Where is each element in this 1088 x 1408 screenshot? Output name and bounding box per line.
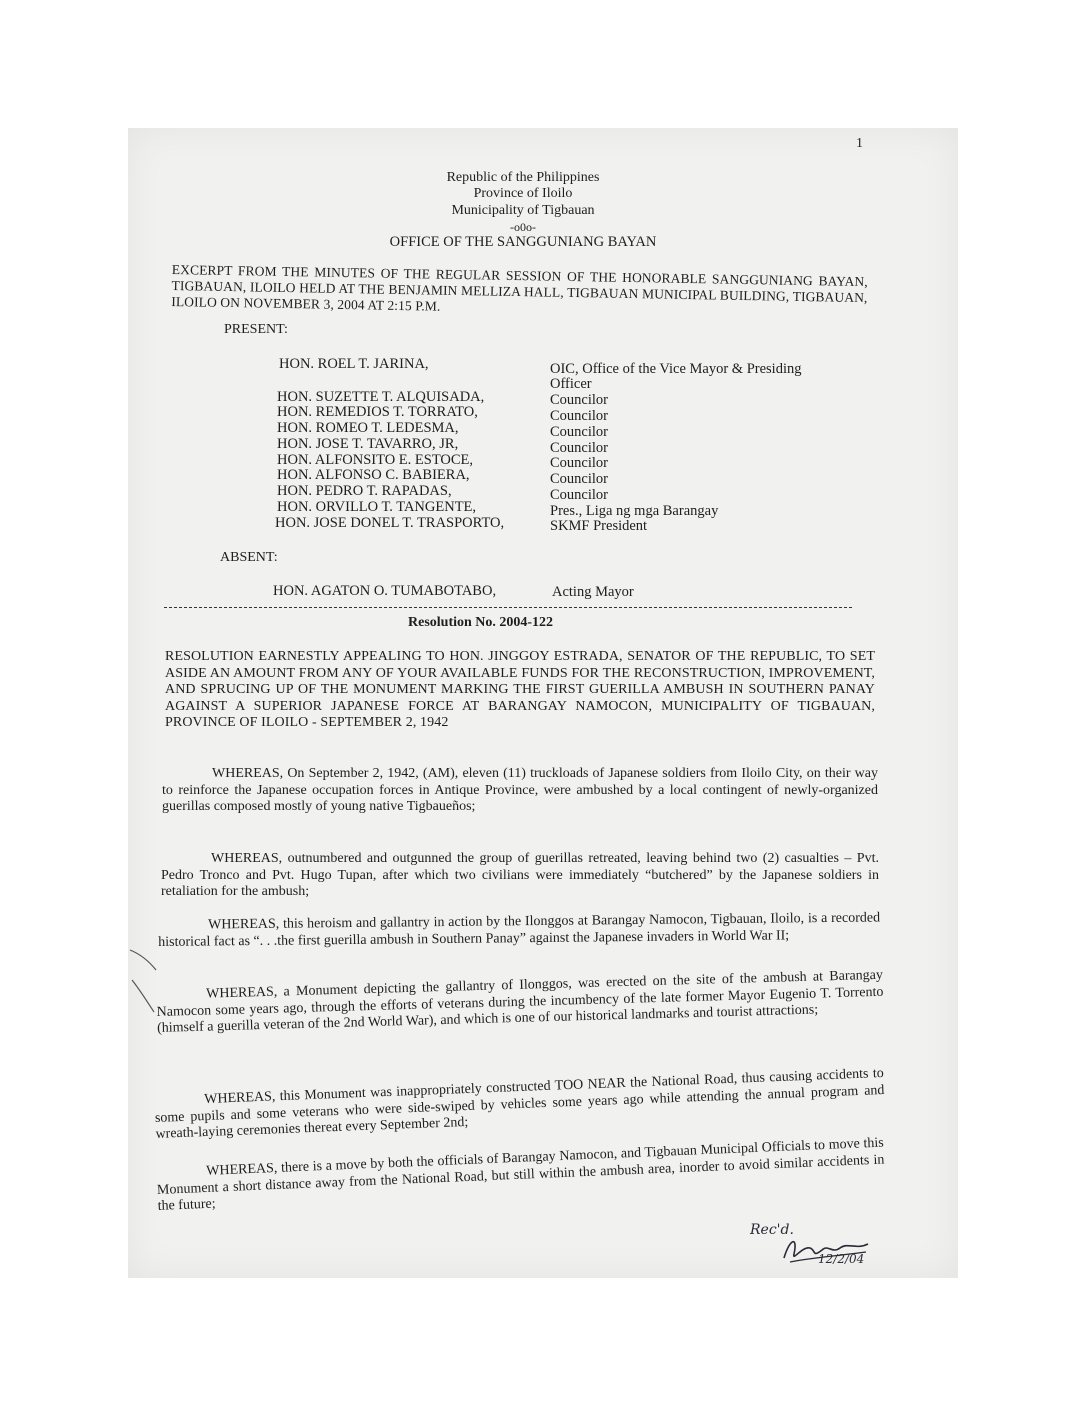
whereas-paragraph: WHEREAS, this heroism and gallantry in action by the Ilonggos at Barangay Namocon, Tigbauan, Iloilo, is a recorded historical fact as “. . .the first guerilla ambush in Southern Panay” against the Japanese invaders in World War II; (158, 910, 881, 950)
document-page (128, 128, 958, 1278)
whereas-paragraph: WHEREAS, this Monument was inappropriately constructed TOO NEAR the National Road, thus causing accidents to some pupils and some veterans who were side-swiped by vehicles some years ago while attending the annual program and wreath-laying ceremonies thereat every September 2nd; (154, 1065, 885, 1142)
received-date: 12/2/04 (818, 1252, 865, 1266)
member-title: Councilor (550, 392, 608, 408)
member-title-continued: Officer (550, 376, 592, 392)
header-municipality: Municipality of Tigbauan (451, 203, 595, 218)
page-number: 1 (856, 136, 863, 151)
header-separator: -o0o- (510, 220, 536, 234)
member-name: HON. PEDRO T. RAPADAS, (277, 483, 452, 499)
whereas-paragraph: WHEREAS, a Monument depicting the gallantry of Ilonggos, was erected on the site of the ambush at Barangay Namocon some years ago, through the efforts of veterans during the incumbency of the late former Mayor Eugenio T. Torrento (himself a guerilla veteran of the 2nd World War), and which is one of our historical landmarks and tourist attractions; (156, 967, 884, 1036)
member-name: HON. ALFONSITO E. ESTOCE, (277, 452, 474, 468)
member-name: HON. SUZETTE T. ALQUISADA, (277, 389, 485, 405)
dashed-separator (164, 607, 852, 608)
member-name: HON. JOSE DONEL T. TRASPORTO, (275, 515, 505, 531)
present-label: PRESENT: (224, 322, 288, 337)
header-office: OFFICE OF THE SANGGUNIANG BAYAN (389, 234, 657, 250)
received-note: Rec'd. (750, 1222, 794, 1238)
absent-name: HON. AGATON O. TUMABOTABO, (273, 583, 497, 599)
member-name: HON. ROEL T. JARINA, (279, 356, 429, 372)
member-title: Councilor (550, 471, 608, 487)
resolution-title: RESOLUTION EARNESTLY APPEALING TO HON. JINGGOY ESTRADA, SENATOR OF THE REPUBLIC, TO SET ASIDE AN AMOUNT FROM ANY OF YOUR AVAILABLE FUNDS FOR THE RECONSTRUCTION, IMPROVEMENT, AND SPRUCING UP OF THE MONUMENT MARKING THE FIRST GUERILLA AMBUSH IN SOUTHERN PANAY AGAINST A SUPERIOR JAPANESE FORCE AT BARANGAY NAMOCON, MUNICIPALITY OF TIGBAUAN, PROVINCE OF ILOILO - SEPTEMBER 2, 1942 (165, 649, 875, 730)
member-name: HON. REMEDIOS T. TORRATO, (277, 404, 478, 420)
resolution-number: Resolution No. 2004-122 (408, 615, 554, 630)
whereas-paragraph: WHEREAS, there is a move by both the officials of Barangay Namocon, and Tigbauan Municipal Officials to move this Monument a short distance away from the National Road, but still within the ambush area, inorder to avoid similar accidents in the future; (156, 1135, 885, 1214)
member-title: Councilor (550, 408, 608, 424)
whereas-paragraph: WHEREAS, On September 2, 1942, (AM), eleven (11) truckloads of Japanese soldiers from Iloilo City, on their way to reinforce the Japanese occupation forces in Antique Province, were ambushed by a local contingent of newly-organized guerillas composed mostly of young native Tigbaueños; (162, 766, 878, 814)
member-title: OIC, Office of the Vice Mayor & Presiding (550, 361, 802, 377)
member-title: Councilor (550, 455, 608, 471)
absent-label: ABSENT: (220, 550, 278, 565)
member-name: HON. JOSE T. TAVARRO, JR, (277, 436, 459, 452)
member-title: Pres., Liga ng mga Barangay (550, 503, 719, 519)
header-republic: Republic of the Philippines (446, 170, 600, 185)
member-title: Councilor (550, 424, 608, 440)
whereas-paragraph: WHEREAS, outnumbered and outgunned the group of guerillas retreated, leaving behind two (2) casualties – Pvt. Pedro Tronco and Pvt. Hugo Tupan, after which two civilians were immediately “butchered” by the Japanese soldiers in retaliation for the ambush; (161, 851, 879, 899)
margin-pencil-marks (128, 930, 168, 1020)
member-name: HON. ALFONSO C. BABIERA, (277, 467, 470, 483)
member-name: HON. ROMEO T. LEDESMA, (277, 420, 459, 436)
excerpt-paragraph: EXCERPT FROM THE MINUTES OF THE REGULAR SESSION OF THE HONORABLE SANGGUNIANG BAYAN, TIGBAUAN, ILOILO HELD AT THE BENJAMIN MELLIZA HALL, TIGBAUAN MUNICIPAL BUILDING, TIGBAUAN, ILOILO ON NOVEMBER 3, 2004 AT 2:15 P.M. (171, 262, 868, 314)
member-name: HON. ORVILLO T. TANGENTE, (277, 499, 477, 515)
member-title: Councilor (550, 487, 608, 503)
member-title: Councilor (550, 440, 608, 456)
header-province: Province of Iloilo (473, 186, 573, 201)
absent-title: Acting Mayor (552, 584, 634, 600)
member-title: SKMF President (550, 518, 648, 534)
